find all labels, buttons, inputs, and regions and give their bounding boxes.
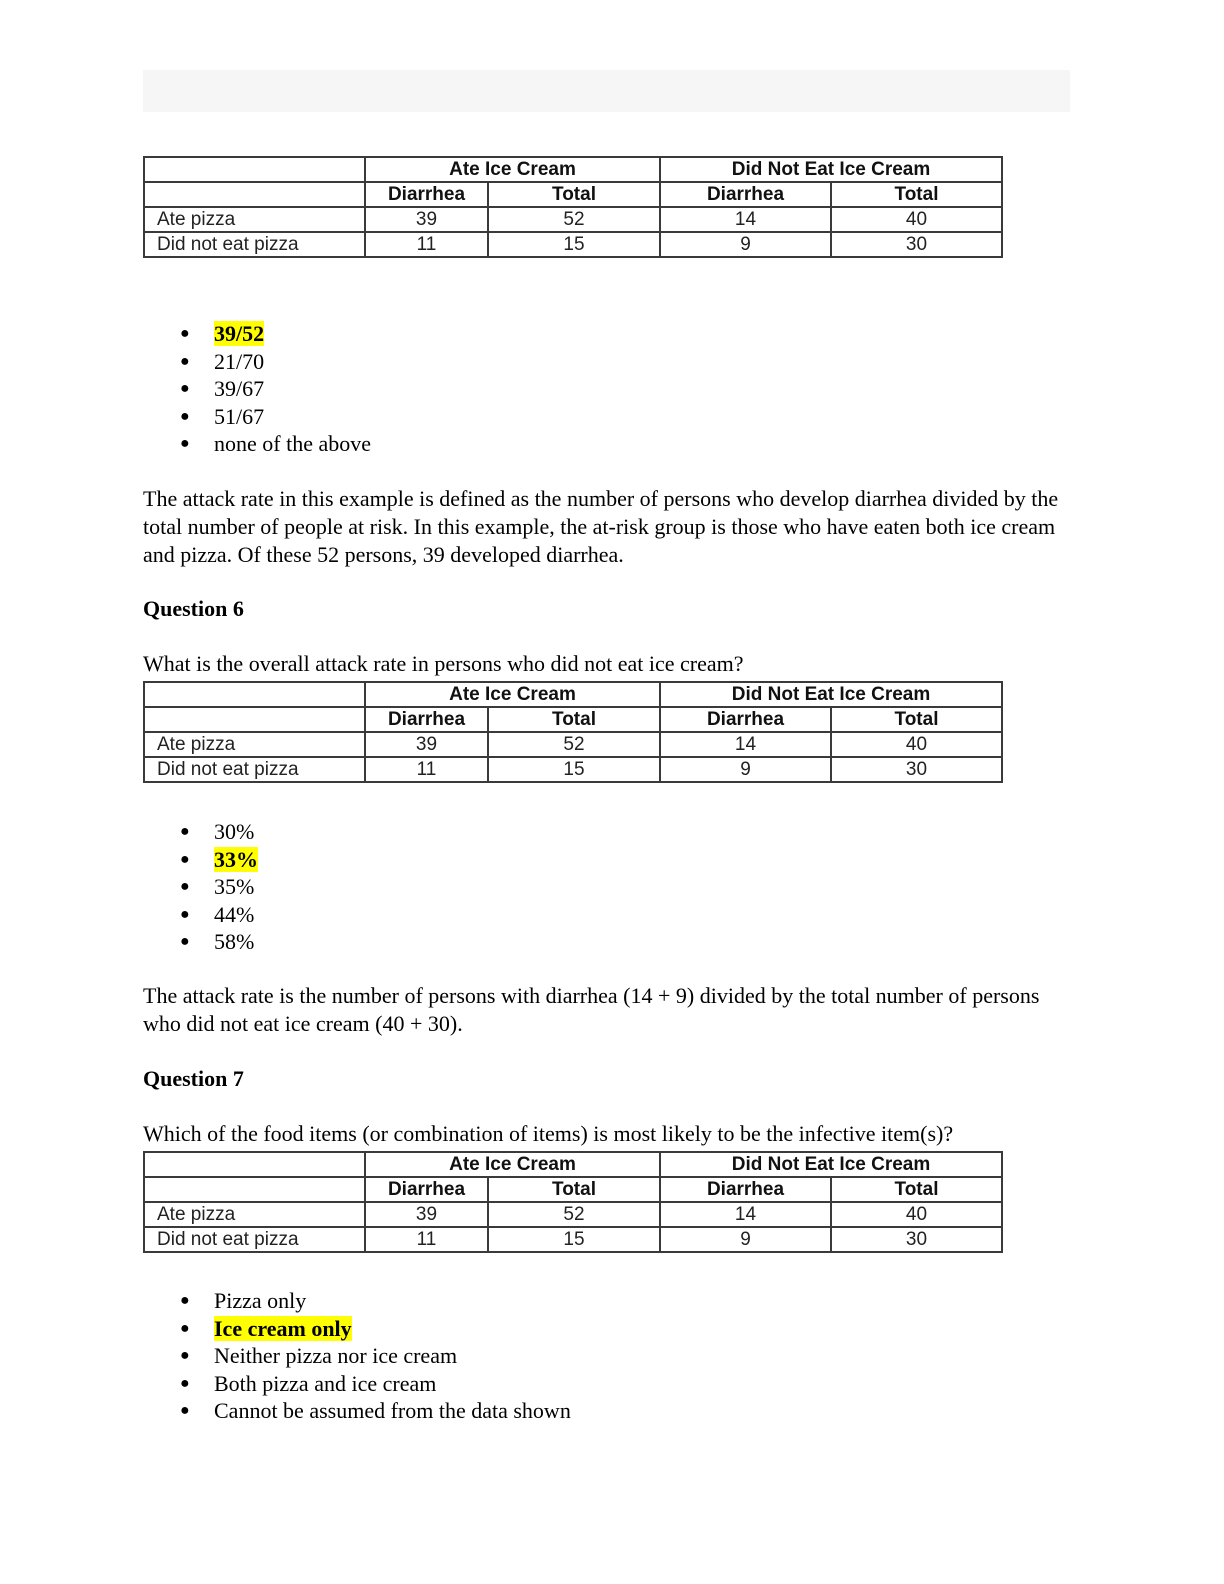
- cell: 30: [831, 232, 1002, 257]
- bullet-icon: ●: [180, 435, 190, 452]
- table-row: [144, 757, 1002, 782]
- bullet-icon: ●: [180, 1292, 190, 1309]
- bullet-icon: ●: [180, 1402, 190, 1419]
- option-item[interactable]: [180, 818, 258, 846]
- cell: 39: [365, 732, 488, 757]
- q6-options: [180, 818, 258, 956]
- cell: 52: [488, 732, 660, 757]
- bullet-icon: ●: [180, 325, 190, 342]
- sub-header: Diarrhea: [365, 1177, 488, 1202]
- bullet-icon: ●: [180, 850, 190, 868]
- cell: 15: [488, 232, 660, 257]
- cell: 11: [365, 757, 488, 782]
- sub-header: Diarrhea: [660, 707, 831, 732]
- cell: 15: [488, 757, 660, 782]
- corner-cell: [144, 157, 365, 182]
- q5-options: [180, 320, 371, 458]
- option-label: Neither pizza nor ice cream: [214, 1343, 458, 1368]
- option-label-correct: 39/52: [214, 321, 265, 346]
- sub-header: Diarrhea: [660, 182, 831, 207]
- corner-cell: [144, 707, 365, 732]
- cell: 11: [365, 1227, 488, 1252]
- q6-heading: Question 6: [143, 596, 244, 621]
- option-item[interactable]: [180, 928, 258, 956]
- group-header-not-ate: Did Not Eat Ice Cream: [660, 157, 1002, 182]
- table-row: [144, 232, 1002, 257]
- option-item[interactable]: [180, 1370, 571, 1398]
- table-row: [144, 732, 1002, 757]
- option-item[interactable]: [180, 348, 371, 376]
- row-label: Did not eat pizza: [144, 757, 365, 782]
- option-label: 44%: [214, 901, 255, 927]
- sub-header: Total: [488, 182, 660, 207]
- data-table-1: [143, 156, 1003, 258]
- data-table-2: [143, 681, 1003, 783]
- row-label: Ate pizza: [144, 207, 365, 232]
- q6-explanation: The attack rate is the number of persons with diarrhea (14 + 9) divided by the total number of persons who did not eat ice cream (40 + 30).: [143, 983, 1040, 1036]
- cell: 11: [365, 232, 488, 257]
- cell: 9: [660, 232, 831, 257]
- cell: 14: [660, 207, 831, 232]
- row-label: Ate pizza: [144, 1202, 365, 1227]
- group-header-not-ate: Did Not Eat Ice Cream: [660, 682, 1002, 707]
- sub-header: Total: [831, 1177, 1002, 1202]
- q7-options: [180, 1287, 571, 1425]
- option-item[interactable]: [180, 375, 371, 403]
- option-label-correct: 33%: [214, 846, 258, 872]
- option-item[interactable]: [180, 1342, 571, 1370]
- table-row: [144, 1202, 1002, 1227]
- bullet-icon: ●: [180, 823, 190, 840]
- option-item[interactable]: [180, 1397, 571, 1425]
- option-item[interactable]: [180, 846, 258, 874]
- bullet-icon: ●: [180, 1319, 190, 1337]
- cell: 14: [660, 1202, 831, 1227]
- sub-header: Total: [488, 707, 660, 732]
- cell: 14: [660, 732, 831, 757]
- option-label: 30%: [214, 819, 255, 844]
- option-label: 35%: [214, 874, 255, 899]
- corner-cell: [144, 182, 365, 207]
- table-row: [144, 1227, 1002, 1252]
- option-item[interactable]: [180, 901, 258, 929]
- option-item[interactable]: [180, 430, 371, 458]
- sub-header: Total: [831, 182, 1002, 207]
- sub-header: Total: [831, 707, 1002, 732]
- option-label: 58%: [214, 929, 255, 954]
- option-label: 51/67: [214, 403, 265, 429]
- row-label: Ate pizza: [144, 732, 365, 757]
- group-header-not-ate: Did Not Eat Ice Cream: [660, 1152, 1002, 1177]
- row-label: Did not eat pizza: [144, 232, 365, 257]
- option-item[interactable]: [180, 320, 371, 348]
- option-item[interactable]: [180, 1287, 571, 1315]
- bullet-icon: ●: [180, 905, 190, 923]
- option-label: 21/70: [214, 348, 265, 374]
- q5-explanation: The attack rate in this example is defined as the number of persons who develop diarrhea divided by the total number of people at risk. In this example, the at-risk group is those who have eaten both ice cream and pizza. Of these 52 persons, 39 developed diarrhea.: [143, 486, 1059, 567]
- bullet-icon: ●: [180, 407, 190, 425]
- table-row: [144, 207, 1002, 232]
- cell: 9: [660, 757, 831, 782]
- q7-heading: Question 7: [143, 1066, 244, 1091]
- cell: 40: [831, 732, 1002, 757]
- bullet-icon: ●: [180, 878, 190, 895]
- corner-cell: [144, 682, 365, 707]
- group-header-ate: Ate Ice Cream: [365, 682, 660, 707]
- cell: 52: [488, 1202, 660, 1227]
- cell: 30: [831, 1227, 1002, 1252]
- corner-cell: [144, 1152, 365, 1177]
- cell: 39: [365, 207, 488, 232]
- option-label: none of the above: [214, 431, 371, 456]
- option-label-correct: Ice cream only: [214, 1315, 352, 1341]
- option-label: Cannot be assumed from the data shown: [214, 1398, 571, 1423]
- cell: 9: [660, 1227, 831, 1252]
- q7-prompt: Which of the food items (or combination of items) is most likely to be the infective item(s)?: [143, 1121, 954, 1146]
- option-label: Both pizza and ice cream: [214, 1370, 437, 1396]
- group-header-ate: Ate Ice Cream: [365, 1152, 660, 1177]
- bullet-icon: ●: [180, 1347, 190, 1364]
- option-label: 39/67: [214, 376, 265, 401]
- bullet-icon: ●: [180, 352, 190, 370]
- group-header-ate: Ate Ice Cream: [365, 157, 660, 182]
- data-table-3: [143, 1151, 1003, 1253]
- sub-header: Diarrhea: [660, 1177, 831, 1202]
- option-item[interactable]: [180, 873, 258, 901]
- cell: 40: [831, 207, 1002, 232]
- cell: 52: [488, 207, 660, 232]
- option-item[interactable]: [180, 403, 371, 431]
- option-label: Pizza only: [214, 1288, 307, 1313]
- corner-cell: [144, 1177, 365, 1202]
- cell: 39: [365, 1202, 488, 1227]
- bullet-icon: ●: [180, 1374, 190, 1392]
- sub-header: Diarrhea: [365, 707, 488, 732]
- q6-prompt: What is the overall attack rate in persons who did not eat ice cream?: [143, 651, 744, 676]
- sub-header: Total: [488, 1177, 660, 1202]
- option-item[interactable]: [180, 1315, 571, 1343]
- cell: 15: [488, 1227, 660, 1252]
- cell: 30: [831, 757, 1002, 782]
- cell: 40: [831, 1202, 1002, 1227]
- bullet-icon: ●: [180, 933, 190, 950]
- sub-header: Diarrhea: [365, 182, 488, 207]
- bullet-icon: ●: [180, 380, 190, 397]
- header-bar: [143, 70, 1070, 112]
- row-label: Did not eat pizza: [144, 1227, 365, 1252]
